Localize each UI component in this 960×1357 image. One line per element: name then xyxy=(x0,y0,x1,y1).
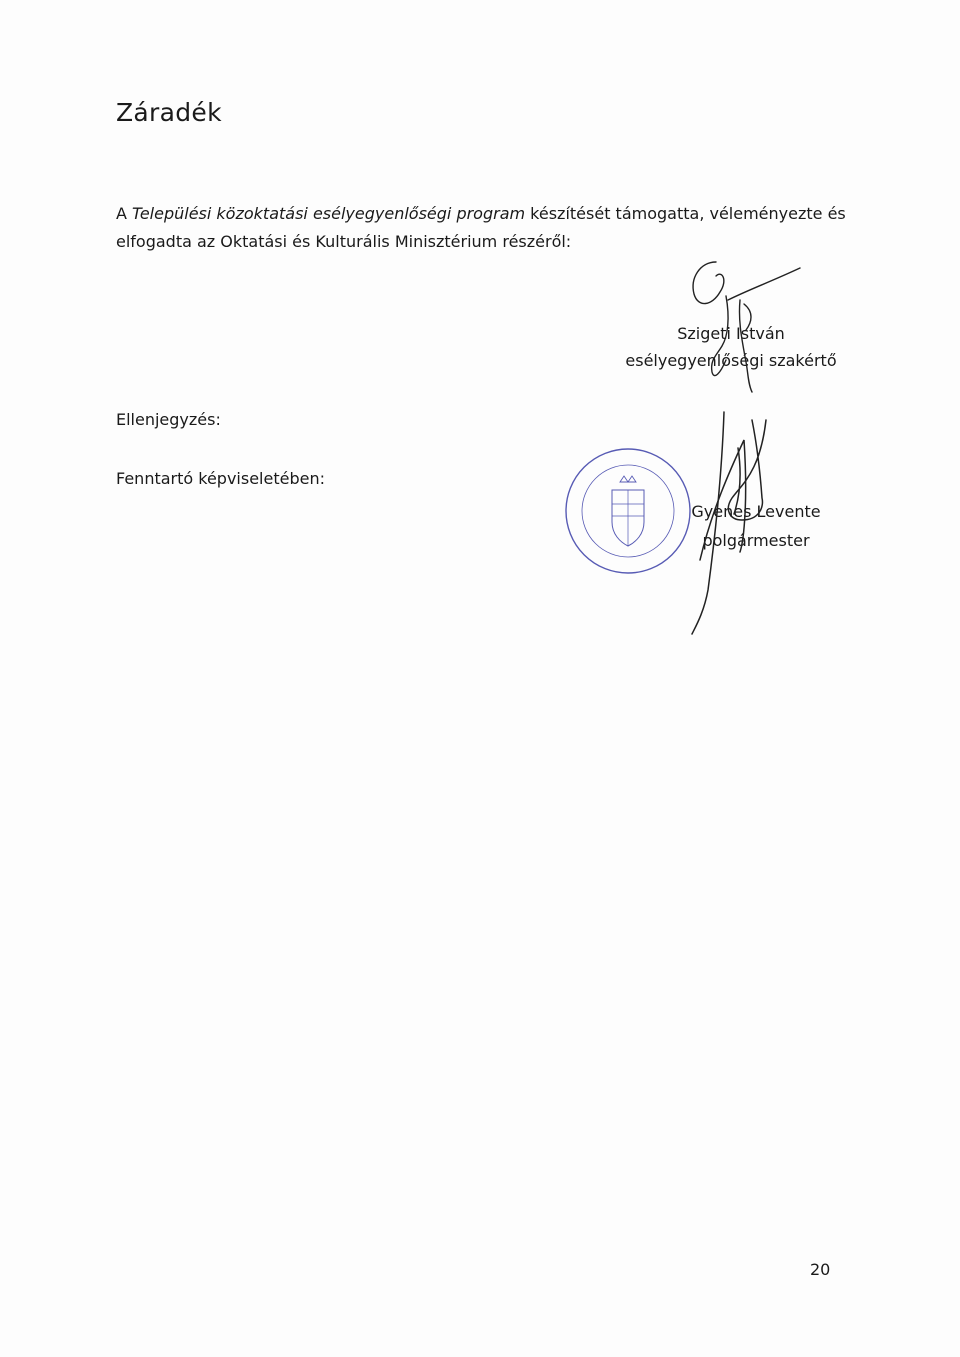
countersign-label: Ellenjegyzés: xyxy=(116,410,221,429)
intro-prefix: A xyxy=(116,204,133,223)
expert-role: esélyegyenlőségi szakértő xyxy=(625,351,837,370)
program-title: Települési közoktatási esélyegyenlőségi program xyxy=(132,204,526,223)
intro-suffix: készítését támogatta, véleményezte és elfogadta az Oktatási és Kulturális Minisztérium részéről: xyxy=(116,204,846,251)
on-behalf-label: Fenntartó képviseletében: xyxy=(116,469,325,488)
mayor-name: Gyenes Levente xyxy=(691,502,821,521)
expert-name: Szigeti István xyxy=(677,324,785,343)
mayor-role: polgármester xyxy=(702,531,810,550)
page-number: 20 xyxy=(810,1260,831,1279)
mayor-handwritten-signature xyxy=(692,412,766,634)
page-title: Záradék xyxy=(116,98,222,127)
municipal-stamp xyxy=(566,449,690,573)
expert-handwritten-signature xyxy=(693,262,800,392)
